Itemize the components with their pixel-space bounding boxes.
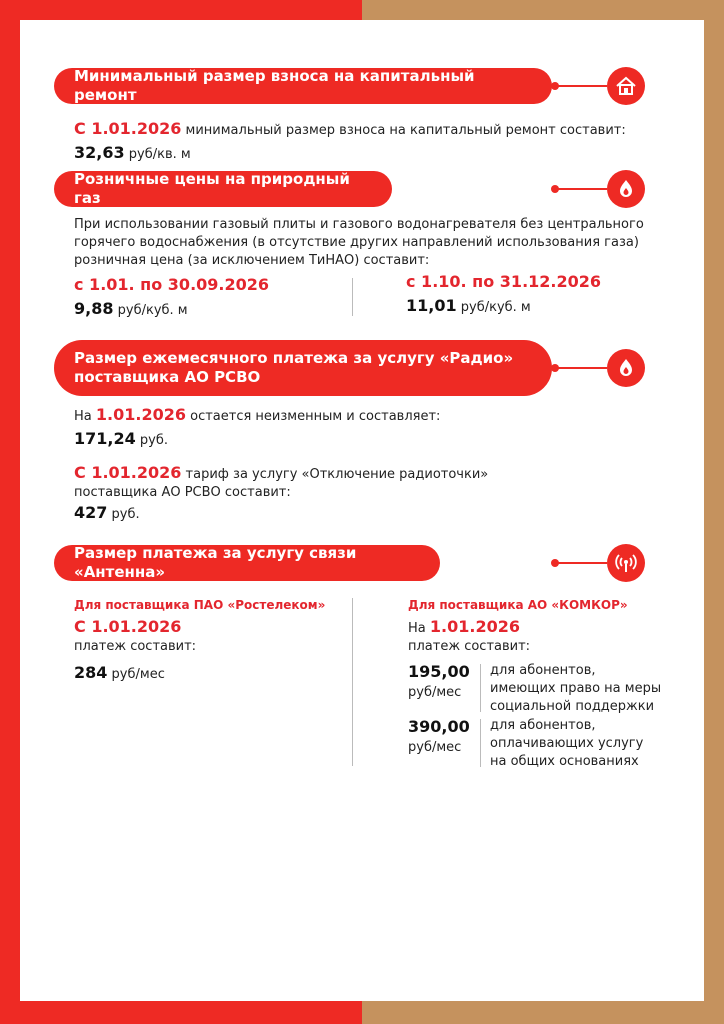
gas-desc-line-3: розничная цена (за исключением ТиНАО) составит: <box>74 253 430 268</box>
antenna-row1-desc1: для абонентов, <box>490 663 596 678</box>
capital-repair-value: 32,63 <box>74 143 125 162</box>
radio-icon <box>607 349 645 387</box>
gas-period2-date: с 1.10. по 31.12.2026 <box>406 272 602 291</box>
connector-line <box>557 85 607 87</box>
section-title-radio <box>54 340 552 396</box>
antenna-left-value-line <box>74 664 165 683</box>
antenna-right-date: 1.01.2026 <box>429 617 520 636</box>
gas-period1-value: 9,88 <box>74 299 114 318</box>
antenna-left-text: платеж составит: <box>74 639 197 654</box>
section-title-line-2: поставщика АО РСВО <box>74 368 261 386</box>
antenna-right-text: платеж составит: <box>408 639 531 654</box>
radio-p2-value-line <box>74 504 140 523</box>
radio-p2-date: С 1.01.2026 <box>74 463 182 482</box>
capital-repair-date: С 1.01.2026 <box>74 119 182 138</box>
antenna-row2-desc3: на общих основаниях <box>490 754 639 769</box>
gas-period1-date: с 1.01. по 30.09.2026 <box>74 275 270 294</box>
section-title-antenna <box>54 545 440 581</box>
gas-period1-value-line <box>74 300 188 319</box>
capital-repair-text: минимальный размер взноса на капитальный ремонт составит: <box>185 123 626 138</box>
section-title-capital-repair <box>54 68 552 104</box>
radio-p1-value: 171,24 <box>74 429 136 448</box>
antenna-row2-unit: руб/мес <box>408 740 462 755</box>
house-icon <box>607 67 645 105</box>
antenna-right-supplier: Для поставщика АО «КОМКОР» <box>408 598 628 612</box>
antenna-row1-unit: руб/мес <box>408 685 462 700</box>
antenna-row1-value: 195,00 <box>408 662 470 681</box>
antenna-row1-desc3: социальной поддержки <box>490 699 655 714</box>
section-title-text <box>74 349 513 387</box>
radio-p2-unit: руб. <box>111 507 140 522</box>
gas-desc-line-1: При использовании газовый плиты и газового водонагревателя без центрального <box>74 217 644 232</box>
section-title-line-1: Размер ежемесячного платежа за услугу «Радио» <box>74 349 514 367</box>
antenna-row2-desc2: оплачивающих услугу <box>490 736 644 751</box>
gas-desc-line-2: горячего водоснабжения (в отсутствие других направлений использования газа) <box>74 235 639 250</box>
row-divider <box>480 664 481 712</box>
antenna-row1-desc2: имеющих право на меры <box>490 681 662 696</box>
connector-line <box>557 188 607 190</box>
gas-period2-value-line <box>406 297 531 316</box>
antenna-left-date: С 1.01.2026 <box>74 617 182 636</box>
radio-p2-text: тариф за услугу «Отключение радиоточки» <box>185 467 489 482</box>
antenna-right-prefix: На <box>408 621 426 636</box>
capital-repair-line <box>74 120 626 139</box>
radio-p2-value: 427 <box>74 503 108 522</box>
connector-line <box>557 367 607 369</box>
radio-p1-unit: руб. <box>139 433 168 448</box>
radio-p2-text2: поставщика АО РСВО составит: <box>74 485 291 500</box>
antenna-row2-value: 390,00 <box>408 717 470 736</box>
radio-p1-text: остается неизменным и составляет: <box>190 409 441 424</box>
gas-period2-unit: руб/куб. м <box>460 300 531 315</box>
radio-p1-prefix: На <box>74 409 92 424</box>
antenna-left-unit: руб/мес <box>111 667 165 682</box>
radio-p1-line <box>74 406 440 425</box>
radio-p2-line <box>74 464 488 483</box>
capital-repair-unit: руб/кв. м <box>128 147 191 162</box>
gas-period1-unit: руб/куб. м <box>117 303 188 318</box>
radio-p1-date: 1.01.2026 <box>95 405 186 424</box>
antenna-left-value: 284 <box>74 663 108 682</box>
gas-period2-value: 11,01 <box>406 296 457 315</box>
antenna-row2-desc1: для абонентов, <box>490 718 596 733</box>
antenna-left-supplier: Для поставщика ПАО «Ростелеком» <box>74 598 326 612</box>
capital-repair-value-line <box>74 144 191 163</box>
divider <box>352 278 353 316</box>
radio-p1-value-line <box>74 430 168 449</box>
section-title-gas <box>54 171 392 207</box>
connector-line <box>557 562 607 564</box>
divider <box>352 598 353 766</box>
antenna-right-date-line <box>408 618 520 637</box>
section-title-text: Минимальный размер взноса на капитальный ремонт <box>74 67 475 104</box>
row-divider <box>480 719 481 767</box>
gas-flame-icon <box>607 170 645 208</box>
section-title-text: Розничные цены на природный газ <box>74 170 350 207</box>
section-title-text: Размер платежа за услугу связи «Антенна» <box>74 544 357 581</box>
antenna-icon <box>607 544 645 582</box>
